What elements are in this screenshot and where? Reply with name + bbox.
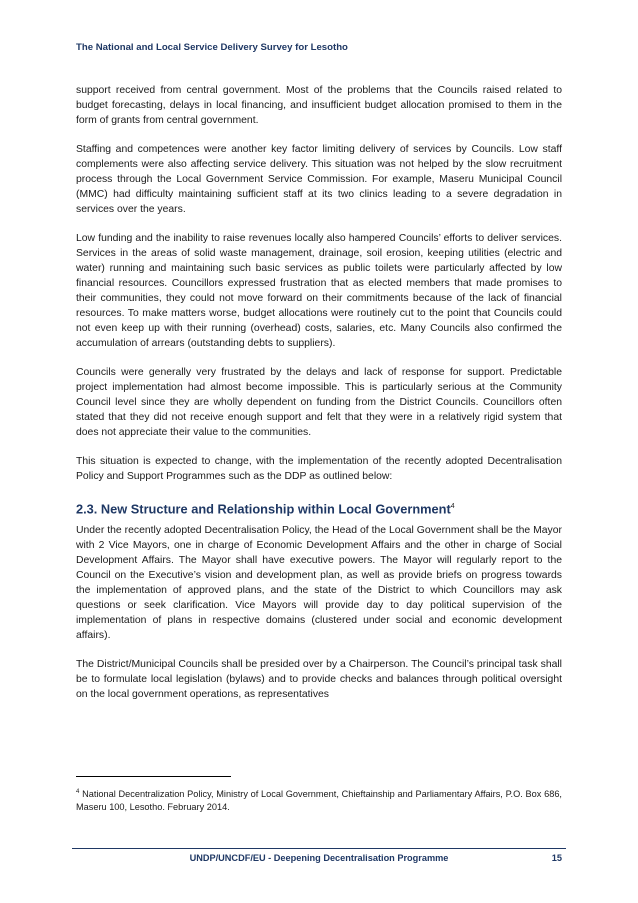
footnote-separator <box>76 776 231 777</box>
running-header: The National and Local Service Delivery Survey for Lesotho <box>76 42 348 53</box>
paragraph-support: support received from central government. Most of the problems that the Councils raised related to budget forecasting, delays in local financing, and insufficient budget allocation promised to them in the form of grants from central government. <box>76 85 562 126</box>
paragraph-frustration: Councils were generally very frustrated by the delays and lack of response for support. Predictable project implementation had almost become impossible. This is particularly serious at the Community Council level since they are wholly dependent on funding from the District Councils. Councillors often stated that they did not receive enough support and felt that they were in a relatively rigid system that does not appreciate their value to the communities. <box>76 367 562 438</box>
paragraph-low-funding: Low funding and the inability to raise revenues locally also hampered Councils’ efforts to deliver services. Services in the areas of solid waste management, drainage, soil erosion, keeping utilities (electric and water) running and maintaining such basic services as public toilets were particularly affected by low financial resources. Councillors expressed frustration that as elected members that made promises to their communities, they could not move forward on their commitments because of the lack of financial resources. To make matters worse, budget allocations were routinely cut to the point that Councils could not even keep up with their running (overhead) costs, salaries, etc. Many Councils also confirmed the accumulation of arrears (outstanding debts to suppliers). <box>76 233 562 349</box>
footer-text: UNDP/UNCDF/EU - Deepening Decentralisation Programme <box>189 853 449 863</box>
page-body <box>76 83 562 716</box>
paragraph-mayor: Under the recently adopted Decentralisation Policy, the Head of the Local Government shall be the Mayor with 2 Vice Mayors, one in charge of Economic Development Affairs and the other in charge of Social Development Affairs. The Mayor shall have executive powers. The Mayor will regularly report to the Council on the Executive’s vision and development plan, as well as provide briefs on progress towards the implementation of approved plans, and the state of the District to which Councillors may ask questions or seek clarification. Vice Mayors will provide day to day political supervision of the implementation of plans in respective domains (clustered under social and economic development affairs). <box>76 525 562 642</box>
section-heading <box>76 498 562 517</box>
footnote-text: National Decentralization Policy, Ministry of Local Government, Chieftainship and Parliamentary Affairs, P.O. Box 686, Maseru 100, Lesotho. February 2014. <box>76 789 562 813</box>
footnote <box>76 786 562 814</box>
footnote-reference: 4 <box>450 503 455 510</box>
paragraph-staffing: Staffing and competences were another key factor limiting delivery of services by Councils. Low staff complements were also affecting service delivery. This situation was not helped by the slow recruitment process through the Local Government Service Commission. For example, Maseru Municipal Council (MMC) had difficulty maintaining sufficient staff at its two clinics leading to a severe degradation in services over the years. <box>76 144 562 215</box>
footnote-number: 4 <box>76 789 80 795</box>
footer-rule <box>72 848 566 849</box>
paragraph-councils: The District/Municipal Councils shall be presided over by a Chairperson. The Council’s principal task shall be to formulate local legislation (bylaws) and to provide checks and balances through political oversight on the local government operations, as representatives <box>76 659 562 701</box>
section-heading-text: 2.3. New Structure and Relationship within Local Government <box>76 501 451 517</box>
page-number: 15 <box>551 853 562 863</box>
paragraph-situation: This situation is expected to change, with the implementation of the recently adopted Decentralisation Policy and Support Programmes such as the DDP as outlined below: <box>76 456 562 482</box>
